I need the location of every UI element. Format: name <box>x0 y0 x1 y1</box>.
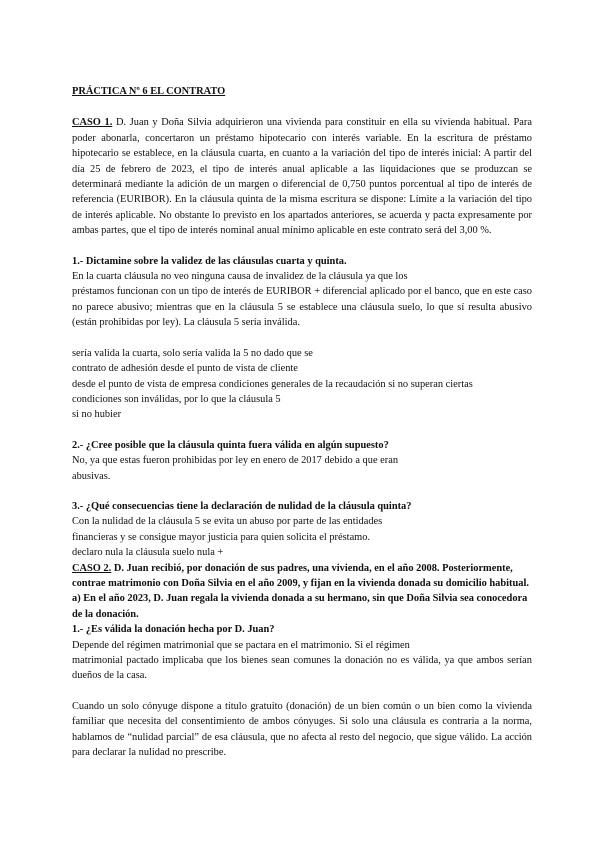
document-page <box>72 84 532 760</box>
caso2-sub-a: a) En el año 2023, D. Juan regala la vivienda donada a su hermano, sin que Doña Silvia sea conocedora de la donación. <box>72 593 528 620</box>
q3-answer-line-1: Con la nulidad de la cláusula 5 se evita un abuso por parte de las entidades <box>72 516 383 528</box>
q1-note-1: sería valida la cuarta, solo sería valida la 5 no dado que se <box>72 347 313 359</box>
q2-answer-line-2: abusivas. <box>72 470 111 482</box>
q1-answer-line-1: En la cuarta cláusula no veo ninguna causa de invalidez de la cláusula ya que los <box>72 271 408 283</box>
q3-question: 3.- ¿Qué consecuencias tiene la declaración de nulidad de la cláusula quinta? <box>72 500 412 512</box>
q3-answer-line-2: financieras y se consigue mayor justicia para quien solicita el préstamo. <box>72 531 371 543</box>
q2-question: 2.- ¿Cree posible que la cláusula quinta fuera válida en algún supuesto? <box>72 439 389 451</box>
caso2-answer-line-1: Depende del régimen matrimonial que se pactara en el matrimonio. Si el régimen <box>72 639 410 651</box>
caso1-text: D. Juan y Doña Silvia adquirieron una vivienda para constituir en ella su vivienda habitual. Para poder abonarla, concertaron un préstamo hipotecario con interés variable. En la escritura de préstamo hipotecario se establece, en la cláusula cuarta, en cuanto a la variación del tipo de interés inicial: A partir del día 25 de febrero de 2023, el tipo de interés anual aplicable a las liquidaciones que se produzcan se determinará mediante la adición de un margen o diferencial de 0,750 puntos porcentual al tipo de interés de referencia (EURIBOR). En la cláusula quinta de la misma escritura se dispone: Límite a la variación del tipo de interés aplicable. No obstante lo previsto en los apartados anteriores, se acuerda y pacta expresamente por ambas partes, que el tipo de interés nominal anual mínimo aplicable en este contrato será del 3,00 %. <box>72 117 532 237</box>
q2-answer-line-1: No, ya que estas fueron prohibidas por ley en enero de 2017 debido a que eran <box>72 455 399 467</box>
caso2-answer-line-2: matrimonial pactado implicaba que los bienes sean comunes la donación no es válida, ya que ambos serían dueños de la casa. <box>72 655 532 682</box>
q1-note-4: condiciones son inválidas, por lo que la cláusula 5 <box>72 393 281 405</box>
caso2-heading-text: D. Juan recibió, por donación de sus padres, una vivienda, en el año 2008. Posteriormente, contrae matrimonio con Doña Silvia en el año 2009, y fijan en la vivienda donada su domicilio habitual. <box>72 562 529 589</box>
q1-note-5: si no hubier <box>72 409 122 421</box>
q3-answer-line-3: declaro nula la cláusula suelo nula + <box>72 547 224 559</box>
caso2-heading <box>72 561 532 592</box>
caso2-label: CASO 2. <box>72 562 112 574</box>
q1-answer-line-2: préstamos funcionan con un tipo de interés de EURIBOR + diferencial aplicado por el banco, que en este caso no parece abusivo; mientras que en la cláusula 5 se establece una cláusula suelo, lo que sí resulta abusivo (están prohibidas por ley). La cláusula 5 sería inválida. <box>72 286 532 329</box>
q1-question: 1.- Dictamine sobre la validez de las cláusulas cuarta y quinta. <box>72 255 347 267</box>
caso1-paragraph <box>72 115 532 238</box>
q1-note-3: desde el punto de vista de empresa condiciones generales de la recaudación si no superan ciertas <box>72 378 473 390</box>
page-title: PRÁCTICA Nº 6 EL CONTRATO <box>72 86 226 97</box>
caso1-label: CASO 1. <box>72 117 113 129</box>
q1-note-2: contrato de adhesión desde el punto de vista de cliente <box>72 363 298 375</box>
caso2-closing-paragraph: Cuando un solo cónyuge dispone a título gratuito (donación) de un bien común o un bien como la vivienda familiar que necesita del consentimiento de ambos cónyuges. Si solo una cláusula es contraria a la norma, hablamos de “nulidad parcial” de esa cláusula, que no afecta al resto del negocio, que sigue válido. La acción para declarar la nulidad no prescribe. <box>72 700 532 759</box>
caso2-question: 1.- ¿Es válida la donación hecha por D. Juan? <box>72 624 275 636</box>
